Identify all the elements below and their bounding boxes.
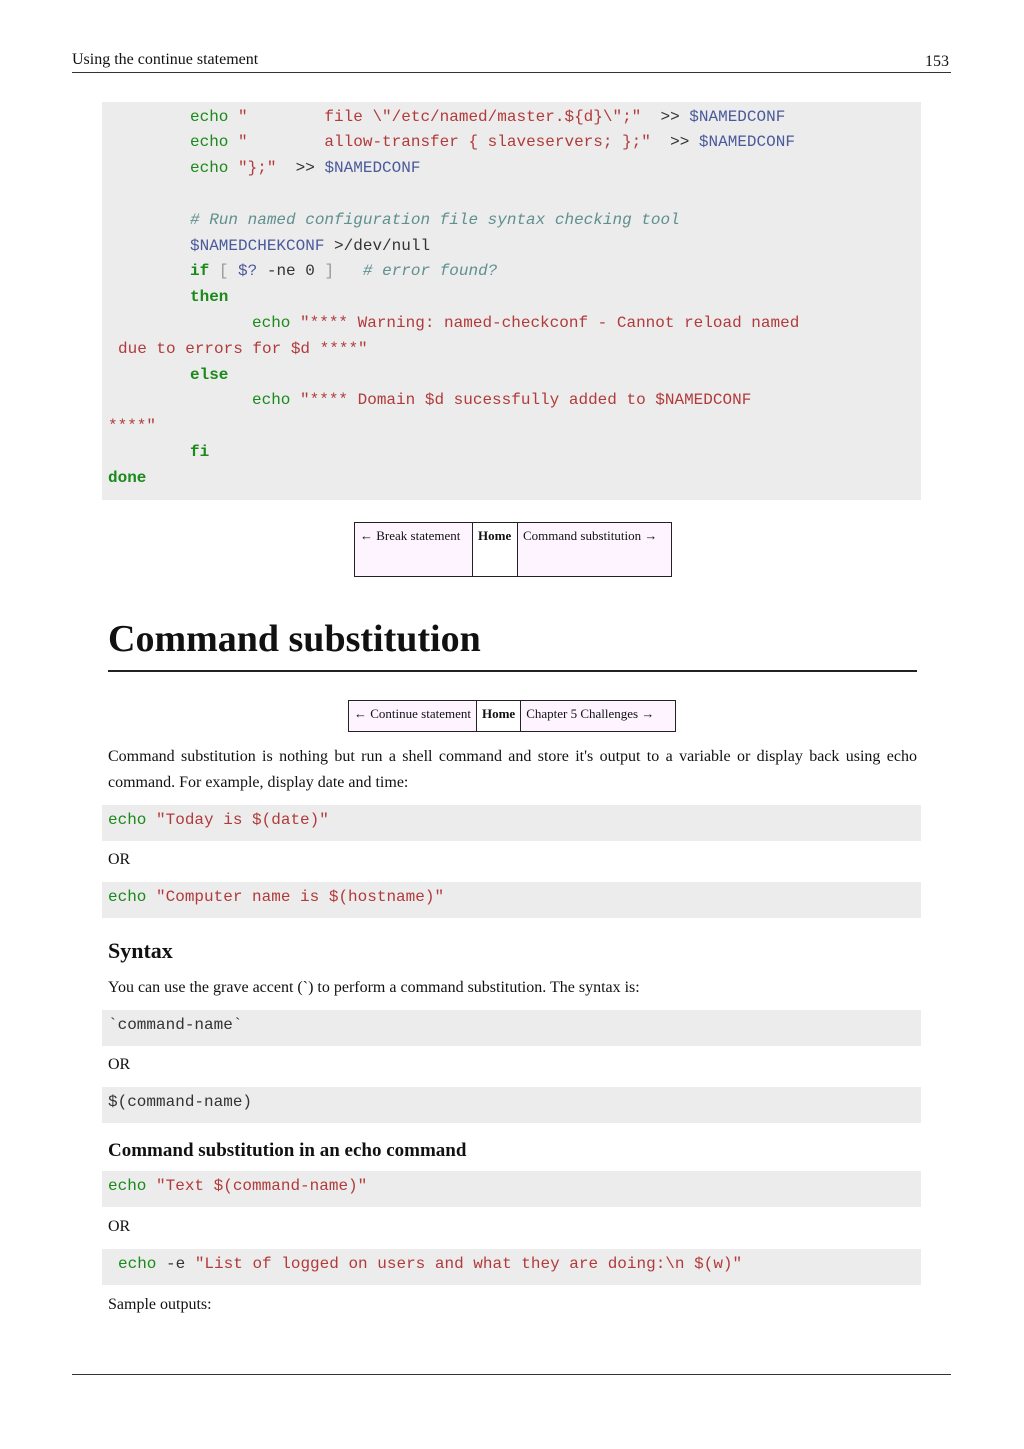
code-example-hostname: echo "Computer name is $(hostname)": [102, 882, 921, 918]
code-line: done: [108, 469, 147, 487]
code-line: ****": [108, 417, 157, 435]
code-line: echo " allow-transfer { slaveservers; };" >> $NAMEDCONF: [190, 133, 795, 151]
code-line: then: [190, 288, 229, 306]
code-line: due to errors for $d ****": [118, 340, 368, 358]
nav-next-link[interactable]: Chapter 5 Challenges →: [526, 706, 655, 721]
nav-home-link[interactable]: Home: [477, 701, 521, 731]
sample-outputs-label: Sample outputs:: [108, 1296, 212, 1313]
code-echo-users: echo -e "List of logged on users and what they are doing:\n $(w)": [102, 1249, 921, 1285]
syntax-heading: Syntax: [108, 938, 173, 963]
code-line: echo "**** Domain $d sucessfully added to $NAMEDCONF: [252, 391, 752, 409]
code-line: fi: [190, 443, 210, 461]
code-line: $NAMEDCHEKCONF >/dev/null: [190, 237, 431, 255]
syntax-paragraph: You can use the grave accent (`) to perform a command substitution. The syntax is:: [108, 979, 640, 996]
running-title: Using the continue statement: [72, 51, 259, 68]
intro-paragraph: Command substitution is nothing but run a shell command and store it's output to a variable or display back using echo command. For example, display date and time:: [108, 748, 917, 791]
nav-prev-link[interactable]: ← Continue statement: [349, 701, 477, 731]
code-line: if [ $? -ne 0 ] # error found?: [190, 262, 498, 280]
or-separator: OR: [108, 851, 131, 868]
nav-box-chapter: [348, 700, 676, 732]
nav-home-link[interactable]: Home: [473, 523, 518, 576]
nav-next-link[interactable]: Command substitution →: [523, 528, 658, 543]
nav-box-top: [354, 522, 672, 577]
code-line: echo "**** Warning: named-checkconf - Cannot reload named: [252, 314, 800, 332]
code-line: echo "};" >> $NAMEDCONF: [190, 159, 421, 177]
code-block-top: [102, 102, 921, 500]
code-line: else: [190, 366, 229, 384]
code-syntax-dollar: $(command-name): [102, 1087, 921, 1123]
footer-rule: [72, 1374, 951, 1375]
echo-section-heading: Command substitution in an echo command: [108, 1140, 467, 1161]
page-number: 153: [925, 53, 949, 70]
or-separator: OR: [108, 1056, 131, 1073]
code-syntax-backtick: `command-name`: [102, 1010, 921, 1046]
code-comment: # Run named configuration file syntax checking tool: [190, 211, 680, 229]
page-header: [72, 50, 951, 73]
or-separator: OR: [108, 1218, 131, 1235]
code-echo-text: echo "Text $(command-name)": [102, 1171, 921, 1207]
nav-prev-link[interactable]: ← Break statement: [355, 523, 473, 576]
code-example-date: echo "Today is $(date)": [102, 805, 921, 841]
code-line: echo " file \"/etc/named/master.${d}\";" >> $NAMEDCONF: [190, 108, 786, 126]
page-title: Command substitution: [108, 614, 917, 672]
